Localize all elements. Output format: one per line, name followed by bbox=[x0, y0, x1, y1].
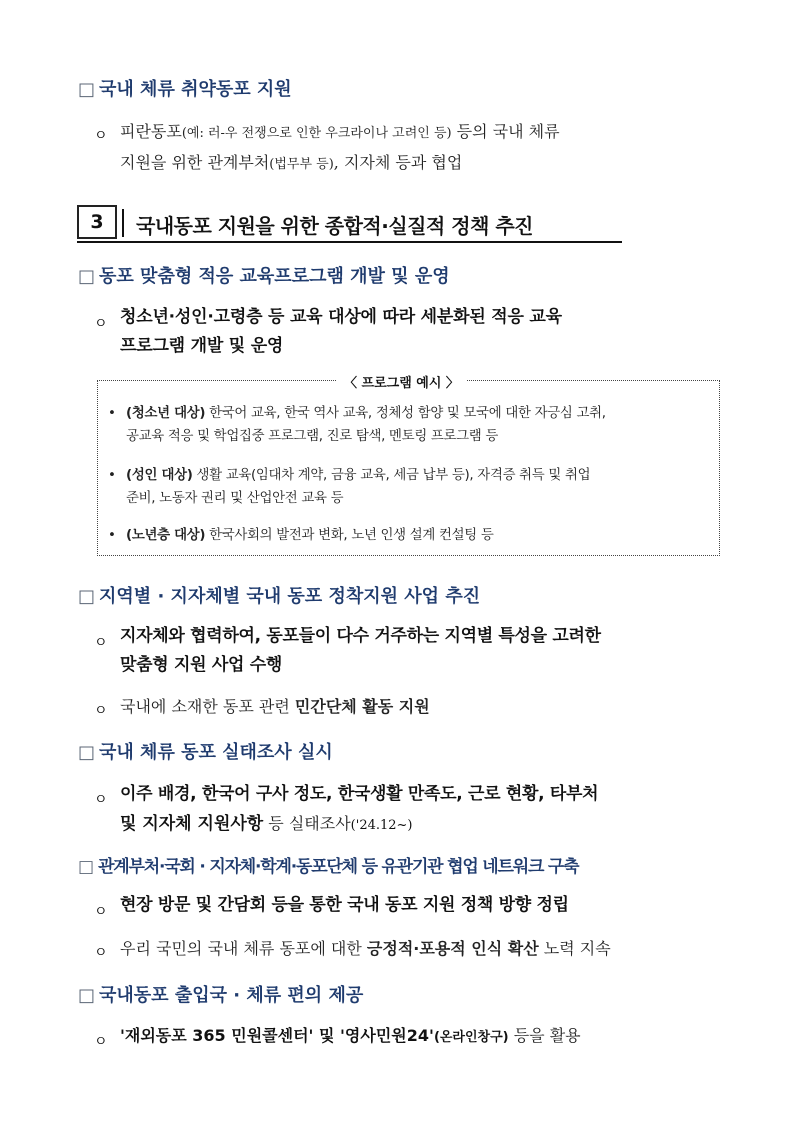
subheading-text: 국내동포 출입국 · 체류 편의 제공 bbox=[99, 985, 364, 1006]
section-number: 3 bbox=[77, 205, 117, 239]
subheading-network bbox=[78, 852, 578, 877]
circle-marker: ㅇ bbox=[94, 703, 108, 719]
subheading-text: 지역별 · 지자체별 국내 동포 정착지원 사업 추진 bbox=[99, 586, 481, 607]
paragraph-field-visit: 현장 방문 및 간담회 등을 통한 국내 동포 지원 정책 방향 정립 bbox=[120, 895, 569, 915]
subheading-immigration-convenience bbox=[78, 981, 363, 1007]
circle-marker: ㅇ bbox=[94, 635, 108, 651]
section-separator bbox=[122, 209, 124, 237]
paragraph-call-center: '재외동포 365 민원콜센터' 및 '영사민원24'(온라인창구) 등을 활용 bbox=[120, 1026, 581, 1045]
square-marker: □ bbox=[78, 79, 96, 100]
square-marker: □ bbox=[78, 742, 96, 763]
circle-marker: ㅇ bbox=[94, 904, 108, 920]
program-example-adult: • (성인 대상) 생활 교육(임대차 계약, 금융 교육, 세금 납부 등), 자격증 취득 및 취업 준비, 노동자 권리 및 산업안전 교육 등 bbox=[108, 468, 591, 506]
subheading-regional-support bbox=[78, 582, 480, 608]
circle-marker: ㅇ bbox=[94, 792, 108, 808]
circle-marker: ㅇ bbox=[94, 128, 108, 144]
subheading-education-program bbox=[78, 262, 450, 288]
paragraph-education-targets: 청소년·성인·고령층 등 교육 대상에 따라 세분화된 적응 교육 프로그램 개발 및 운영 bbox=[120, 307, 562, 356]
square-marker: □ bbox=[78, 857, 95, 877]
program-example-title: 〈 프로그램 예시 〉 bbox=[336, 372, 467, 391]
subheading-text: 관계부처·국회 · 지자체·학계·동포단체 등 유관기관 협업 네트워크 구축 bbox=[98, 857, 579, 877]
program-example-senior: • (노년층 대상) 한국사회의 발전과 변화, 노년 인생 설계 컨설팅 등 bbox=[108, 528, 494, 543]
subheading-survey bbox=[78, 738, 333, 764]
subheading-text: 국내 체류 동포 실태조사 실시 bbox=[99, 742, 333, 763]
square-marker: □ bbox=[78, 985, 96, 1006]
section-title: 국내동포 지원을 위한 종합적·실질적 정책 추진 bbox=[136, 214, 533, 238]
square-marker: □ bbox=[78, 266, 96, 287]
circle-marker: ㅇ bbox=[94, 316, 108, 332]
square-marker: □ bbox=[78, 586, 96, 607]
paragraph-awareness: 우리 국민의 국내 체류 동포에 대한 긍정적·포용적 인식 확산 노력 지속 bbox=[120, 939, 611, 958]
paragraph-survey-items: 이주 배경, 한국어 구사 정도, 한국생활 만족도, 근로 현황, 타부처 및 지자체 지원사항 등 실태조사('24.12~) bbox=[120, 784, 599, 834]
paragraph-refugee: 피란동포(예: 러-우 전쟁으로 인한 우크라이나 고려인 등) 등의 국내 체류 지원을 위한 관계부처(법무부 등), 지자체 등과 협업 bbox=[120, 122, 560, 172]
subheading-text: 국내 체류 취약동포 지원 bbox=[99, 79, 292, 100]
paragraph-ngo-support: 국내에 소재한 동포 관련 민간단체 활동 지원 bbox=[120, 697, 430, 716]
program-example-youth: • (청소년 대상) 한국어 교육, 한국 역사 교육, 정체성 함양 및 모국에 대한 자긍심 고취, 공교육 적응 및 학업집중 프로그램, 진로 탐색, 멘토링 프로그램 등 bbox=[108, 406, 606, 444]
circle-marker: ㅇ bbox=[94, 945, 108, 961]
subheading-text: 동포 맞춤형 적응 교육프로그램 개발 및 운영 bbox=[99, 266, 450, 287]
paragraph-regional-cooperation: 지자체와 협력하여, 동포들이 다수 거주하는 지역별 특성을 고려한 맞춤형 지원 사업 수행 bbox=[120, 626, 601, 675]
circle-marker: ㅇ bbox=[94, 1034, 108, 1050]
subheading-vulnerable-support bbox=[78, 75, 292, 101]
section-underline bbox=[77, 241, 622, 243]
